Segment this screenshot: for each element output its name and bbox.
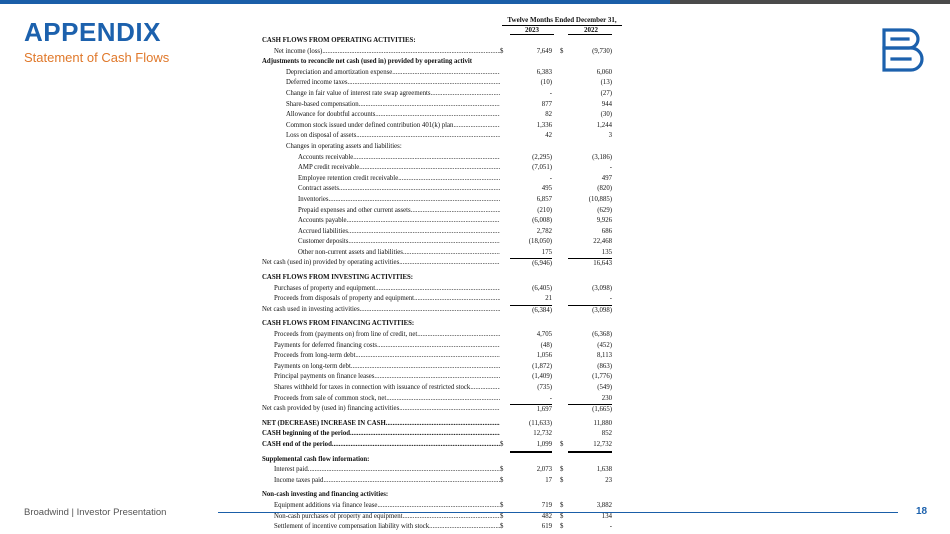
- value-2022: (30): [600, 111, 612, 119]
- value-2022: 6,060: [596, 68, 612, 76]
- row-label: CASH FLOWS FROM OPERATING ACTIVITIES:: [262, 37, 416, 44]
- value-2023: 2,782: [536, 227, 552, 235]
- currency-symbol-2023: $: [500, 440, 504, 448]
- currency-symbol-2022: $: [560, 440, 564, 448]
- table-row: [262, 258, 622, 269]
- value-2022: 3,882: [596, 501, 612, 509]
- table-row: [262, 237, 622, 248]
- currency-symbol-2022: $: [560, 501, 564, 509]
- table-row: [262, 174, 622, 185]
- value-2023: 2,073: [536, 466, 552, 474]
- table-row: [262, 163, 622, 174]
- table-row: [262, 501, 622, 512]
- value-2022: 686: [601, 227, 612, 235]
- table-row: [262, 372, 622, 383]
- currency-symbol-2023: $: [500, 476, 504, 484]
- currency-symbol-2022: $: [560, 512, 564, 520]
- row-label: Change in fair value of interest rate swap agreements .....: [286, 89, 500, 100]
- value-2022: 852: [601, 430, 612, 438]
- currency-symbol-2023: $: [500, 466, 504, 474]
- table-row: [262, 47, 622, 58]
- value-2023: 175: [541, 248, 552, 256]
- value-2022: -: [609, 164, 612, 172]
- currency-symbol-2023: $: [500, 523, 504, 531]
- row-label: NET (DECREASE) INCREASE IN CASH .....: [262, 419, 500, 430]
- row-label: CASH FLOWS FROM FINANCING ACTIVITIES:: [262, 320, 415, 328]
- value-2022: (629): [597, 206, 612, 214]
- value-2022: -: [609, 295, 612, 303]
- value-2023: 42: [545, 132, 552, 140]
- value-2022: (820): [597, 185, 612, 193]
- value-2023: (7,051): [532, 164, 552, 172]
- table-row: [262, 305, 622, 316]
- value-2022: 944: [601, 100, 612, 108]
- value-2023: 6,383: [536, 68, 552, 76]
- value-2022: (27): [600, 89, 612, 97]
- row-label: Employee retention credit receivable .....: [298, 174, 500, 185]
- value-2023: 21: [545, 295, 552, 303]
- value-2023: (210): [537, 206, 552, 214]
- currency-symbol-2022: $: [560, 466, 564, 474]
- row-label: Accounts receivable .....: [298, 153, 500, 164]
- row-label: Loss on disposal of assets .....: [286, 131, 500, 142]
- row-label: Prepaid expenses and other current assets .....: [298, 206, 500, 217]
- value-2022: 23: [605, 476, 612, 484]
- value-2022: 12,732: [568, 440, 612, 453]
- table-row: [262, 490, 622, 501]
- row-label: Contract assets .....: [298, 184, 500, 195]
- table-row: [262, 273, 622, 284]
- row-label: Payments for deferred financing costs .....: [274, 341, 500, 352]
- value-2022: (549): [597, 384, 612, 391]
- slide-title: APPENDIX: [24, 17, 161, 47]
- table-row: [262, 476, 622, 487]
- row-label: Deferred income taxes .....: [286, 78, 500, 89]
- currency-symbol-2023: $: [500, 47, 504, 55]
- table-row: [262, 512, 622, 523]
- table-row: [262, 330, 622, 341]
- value-2022: (10,885): [588, 195, 612, 203]
- value-2023: 12,732: [533, 430, 552, 438]
- table-row: [262, 319, 622, 330]
- value-2023: (48): [540, 341, 552, 349]
- value-2023: 719: [541, 501, 552, 509]
- table-row: [262, 522, 622, 533]
- footer-rule: [218, 512, 898, 513]
- value-2022: (863): [597, 362, 612, 370]
- currency-symbol-2022: $: [560, 47, 564, 55]
- value-2023: -: [549, 394, 552, 402]
- table-row: [262, 100, 622, 111]
- slide-subtitle: Statement of Cash Flows: [24, 50, 170, 65]
- table-row: [262, 455, 622, 466]
- row-label: Net cash used in investing activities .....: [262, 305, 500, 316]
- table-row: [262, 440, 622, 451]
- table-row: [262, 78, 622, 89]
- value-2023: -: [549, 89, 552, 97]
- value-2023: 877: [541, 100, 552, 108]
- value-2023: 1,336: [536, 121, 552, 129]
- row-label: CASH end of the period .....: [262, 440, 500, 451]
- value-2023: 619: [541, 523, 552, 531]
- row-label: Equipment additions via finance lease .....: [274, 501, 500, 512]
- table-row: [262, 383, 622, 394]
- value-2022: 230: [601, 394, 612, 402]
- column-rule-2022: [568, 34, 612, 35]
- table-row: [262, 429, 622, 440]
- table-row: [262, 419, 622, 430]
- value-2023: 1,099: [510, 440, 552, 453]
- value-2023: -: [549, 174, 552, 182]
- footer-label: Broadwind | Investor Presentation: [24, 507, 167, 518]
- value-2023: (1,872): [532, 362, 552, 370]
- value-2022: 3: [608, 132, 612, 140]
- table-row: [262, 142, 622, 153]
- row-label: Proceeds from disposals of property and equipment .....: [274, 294, 500, 305]
- row-label: Allowance for doubtful accounts .....: [286, 110, 500, 121]
- value-2023: (1,409): [532, 373, 552, 381]
- value-2023: 7,649: [536, 47, 552, 55]
- table-row: [262, 284, 622, 295]
- row-label: Non-cash investing and financing activities:: [262, 491, 389, 499]
- value-2023: (11,633): [529, 419, 552, 427]
- table-row: [262, 184, 622, 195]
- value-2023: (6,008): [532, 217, 552, 225]
- row-label: Other non-current assets and liabilities .....: [298, 248, 500, 259]
- table-row: [262, 89, 622, 100]
- value-2023: 4,705: [536, 331, 552, 339]
- row-label: Net income (loss) .....: [274, 47, 500, 58]
- row-label: Net cash (used in) provided by operating activities .....: [262, 258, 500, 269]
- row-label: Share-based compensation .....: [286, 100, 500, 111]
- value-2022: 134: [601, 512, 612, 520]
- currency-symbol-2023: $: [500, 512, 504, 520]
- value-2023: (735): [537, 384, 552, 391]
- value-2022: (1,776): [592, 373, 612, 381]
- table-row: [262, 68, 622, 79]
- value-2023: 1,056: [536, 352, 552, 360]
- row-label: Adjustments to reconcile net cash (used in) provided by operating activit: [262, 58, 473, 66]
- value-2023: (18,050): [528, 238, 552, 246]
- value-2023: (2,295): [532, 153, 552, 161]
- value-2022: (1,665): [568, 404, 612, 416]
- value-2023: (6,946): [510, 258, 552, 270]
- value-2022: (9,730): [592, 47, 612, 55]
- table-row: [262, 351, 622, 362]
- row-label: Proceeds from sale of common stock, net .....: [274, 394, 500, 405]
- table-row: [262, 36, 622, 47]
- top-accent-bar-gray: [670, 0, 950, 4]
- value-2022: 11,880: [593, 419, 612, 427]
- row-label: Common stock issued under defined contribution 401(k) plan .....: [286, 121, 500, 132]
- table-row: [262, 121, 622, 132]
- column-rule-2023: [510, 34, 554, 35]
- table-row: [262, 465, 622, 476]
- value-2022: 9,926: [596, 217, 612, 225]
- value-2022: (452): [597, 341, 612, 349]
- period-header: Twelve Months Ended December 31,: [507, 16, 617, 24]
- row-label: Depreciation and amortization expense .....: [286, 68, 500, 79]
- row-label: AMP credit receivable .....: [298, 163, 500, 174]
- top-accent-bar: [0, 0, 950, 4]
- table-row: [262, 195, 622, 206]
- row-label: Shares withheld for taxes in connection with issuance of restricted stock .....: [274, 383, 500, 394]
- value-2022: -: [609, 523, 612, 531]
- row-label: Accrued liabilities .....: [298, 227, 500, 238]
- value-2023: 1,697: [510, 404, 552, 416]
- value-2022: 22,468: [593, 238, 612, 246]
- value-2022: (3,098): [568, 305, 612, 317]
- table-row: [262, 57, 622, 68]
- row-label: Purchases of property and equipment .....: [274, 284, 500, 295]
- value-2023: 82: [545, 111, 552, 119]
- value-2022: (13): [600, 79, 612, 87]
- value-2022: (6,368): [592, 331, 612, 339]
- row-label: Settlement of incentive compensation liability with stock .....: [274, 522, 500, 533]
- table-row: [262, 216, 622, 227]
- row-label: Non-cash purchases of property and equipment .....: [274, 512, 500, 523]
- value-2023: 17: [545, 476, 552, 484]
- value-2022: (3,098): [592, 284, 612, 292]
- top-accent-bar-blue: [0, 0, 670, 4]
- row-label: Changes in operating assets and liabilities:: [286, 142, 402, 150]
- currency-symbol-2023: $: [500, 501, 504, 509]
- statement-rows: [262, 36, 622, 533]
- table-row: [262, 362, 622, 373]
- table-row: [262, 110, 622, 121]
- table-row: [262, 206, 622, 217]
- row-label: Customer deposits .....: [298, 237, 500, 248]
- row-label: CASH FLOWS FROM INVESTING ACTIVITIES:: [262, 274, 414, 282]
- row-label: Payments on long-term debt .....: [274, 362, 500, 373]
- row-label: Income taxes paid .....: [274, 476, 500, 487]
- column-header-2022: 2022: [584, 26, 598, 34]
- value-2023: 495: [541, 185, 552, 193]
- row-label: Accounts payable .....: [298, 216, 500, 227]
- broadwind-logo-icon: [879, 26, 927, 74]
- row-label: Supplemental cash flow information:: [262, 455, 370, 463]
- value-2022: (3,186): [592, 153, 612, 161]
- row-label: Net cash provided by (used in) financing activities .....: [262, 404, 500, 415]
- value-2022: 135: [601, 248, 612, 256]
- currency-symbol-2022: $: [560, 523, 564, 531]
- value-2023: 6,857: [536, 195, 552, 203]
- value-2023: (6,384): [510, 305, 552, 317]
- currency-symbol-2022: $: [560, 476, 564, 484]
- row-label: Interest paid .....: [274, 465, 500, 476]
- value-2022: 16,643: [568, 258, 612, 270]
- row-label: Inventories .....: [298, 195, 500, 206]
- row-label: Principal payments on finance leases .....: [274, 372, 500, 383]
- row-label: Proceeds from long-term debt .....: [274, 351, 500, 362]
- table-row: [262, 248, 622, 259]
- row-label: Proceeds from (payments on) from line of credit, net .....: [274, 330, 500, 341]
- value-2022: 497: [601, 174, 612, 182]
- row-label: CASH beginning of the period .....: [262, 429, 500, 440]
- table-row: [262, 404, 622, 415]
- value-2023: 482: [541, 512, 552, 520]
- table-row: [262, 153, 622, 164]
- table-row: [262, 131, 622, 142]
- value-2022: 1,638: [596, 466, 612, 474]
- value-2023: (10): [540, 79, 552, 87]
- table-row: [262, 294, 622, 305]
- value-2022: 1,244: [596, 121, 612, 129]
- value-2022: 8,113: [596, 352, 612, 360]
- table-row: [262, 394, 622, 405]
- page-number: 18: [916, 506, 928, 517]
- table-row: [262, 227, 622, 238]
- column-header-2023: 2023: [525, 26, 539, 34]
- value-2023: (6,405): [532, 284, 552, 292]
- table-row: [262, 341, 622, 352]
